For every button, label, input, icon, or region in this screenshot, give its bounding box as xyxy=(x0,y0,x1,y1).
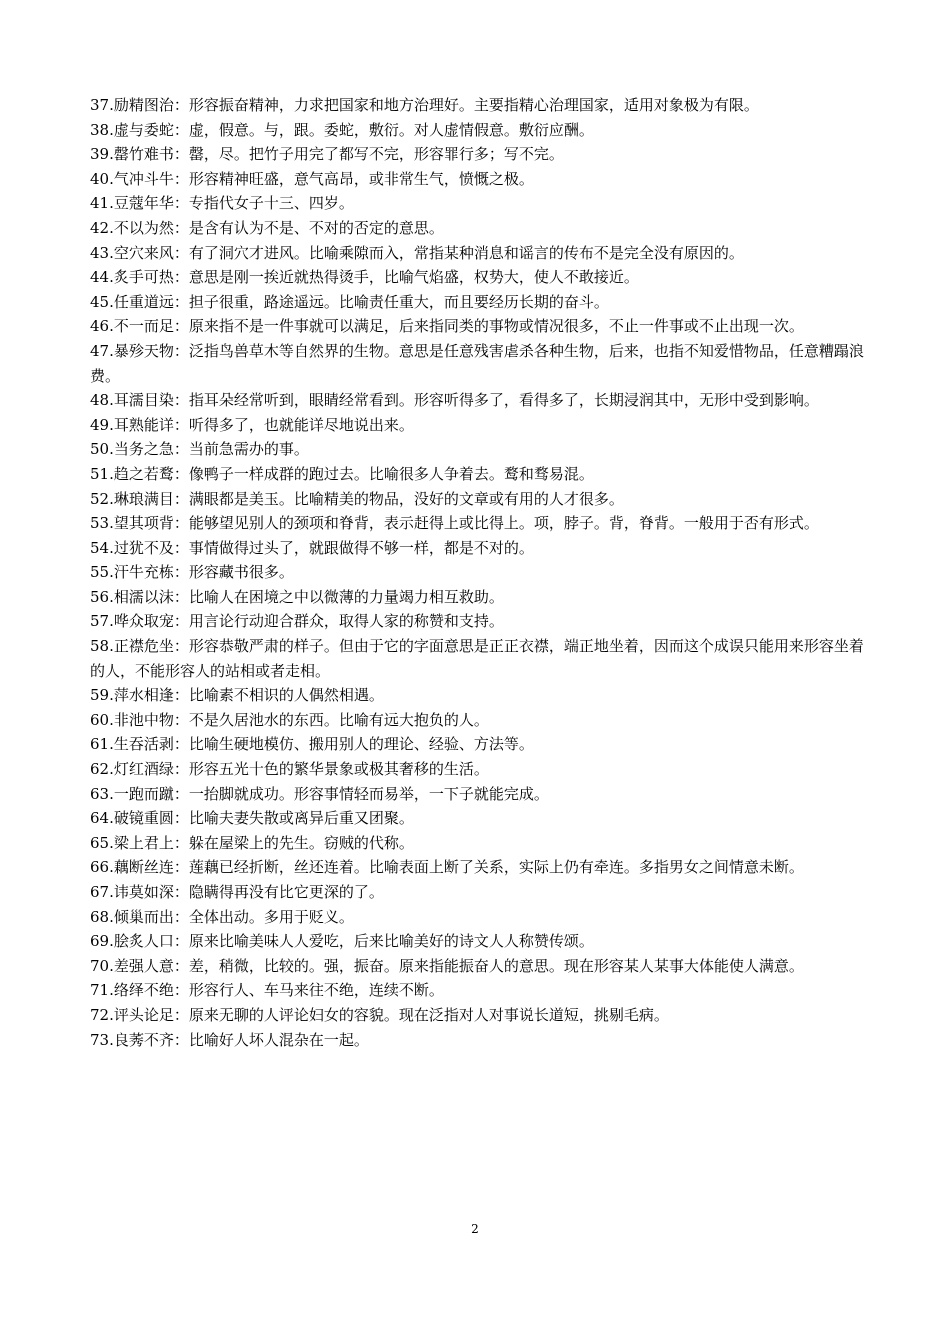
idiom-entry: 62.灯红酒绿：形容五光十色的繁华景象或极其奢移的生活。 xyxy=(90,760,489,779)
idiom-entry: 67.讳莫如深：隐瞒得再没有比它更深的了。 xyxy=(90,883,384,901)
idiom-entry: 49.耳熟能详：听得多了，也就能详尽地说出来。 xyxy=(90,415,414,434)
idiom-entry: 37.励精图治：形容振奋精神，力求把国家和地方治理好。主要指精心治理国家，适用对象极为有限。 xyxy=(90,96,759,114)
idiom-entry: 72.评头论足：原来无聊的人评论妇女的容貌。现在泛指对人对事说长道短，挑剔毛病。 xyxy=(90,1005,669,1024)
idiom-entry: 50.当务之急：当前急需办的事。 xyxy=(90,440,309,459)
idiom-list xyxy=(90,93,865,1052)
idiom-entry: 58.正襟危坐：形容恭敬严肃的样子。但由于它的字面意思是正正衣襟，端正地坐着，因而这个成误只能用来形容坐着的人，不能形容人的站相或者走相。 xyxy=(90,637,864,680)
idiom-entry: 55.汗牛充栋：形容藏书很多。 xyxy=(90,563,294,582)
idiom-entry: 43.空穴来风：有了洞穴才进风。比喻乘隙而入，常指某种消息和谣言的传布不是完全没有原因的。 xyxy=(90,243,744,262)
idiom-entry: 69.脍炙人口：原来比喻美味人人爱吃，后来比喻美好的诗文人人称赞传颂。 xyxy=(90,932,594,951)
idiom-entry: 60.非池中物：不是久居池水的东西。比喻有远大抱负的人。 xyxy=(90,710,489,729)
idiom-entry: 48.耳濡目染：指耳朵经常听到，眼睛经常看到。形容听得多了，看得多了，长期浸润其中，无形中受到影响。 xyxy=(90,391,819,410)
idiom-entry: 41.豆蔻年华：专指代女子十三、四岁。 xyxy=(90,194,354,213)
idiom-entry: 40.气冲斗牛：形容精神旺盛，意气高昂，或非常生气，愤慨之极。 xyxy=(90,169,534,188)
idiom-entry: 66.藕断丝连：莲藕已经折断，丝还连着。比喻表面上断了关系，实际上仍有牵连。多指男女之间情意未断。 xyxy=(90,858,804,877)
idiom-entry: 61.生吞活剥：比喻生硬地模仿、搬用别人的理论、经验、方法等。 xyxy=(90,735,534,754)
idiom-entry: 64.破镜重圆：比喻夫妻失散或离异后重又团聚。 xyxy=(90,809,414,828)
idiom-entry: 65.梁上君上：躲在屋梁上的先生。窃贼的代称。 xyxy=(90,833,414,852)
idiom-entry: 59.萍水相逢：比喻素不相识的人偶然相遇。 xyxy=(90,686,384,705)
idiom-entry: 45.任重道远：担子很重，路途遥远。比喻责任重大，而且要经历长期的奋斗。 xyxy=(90,292,609,311)
idiom-entry: 70.差强人意：差，稍微，比较的。强，振奋。原来指能振奋人的意思。现在形容某人某事大体能使人满意。 xyxy=(90,956,804,975)
idiom-entry: 68.倾巢而出：全体出动。多用于贬义。 xyxy=(90,907,354,926)
idiom-entry: 51.趋之若鹜：像鸭子一样成群的跑过去。比喻很多人争着去。鹜和骛易混。 xyxy=(90,464,594,483)
idiom-entry: 54.过犹不及：事情做得过头了，就跟做得不够一样，都是不对的。 xyxy=(90,538,534,557)
idiom-entry: 52.琳琅满目：满眼都是美玉。比喻精美的物品，没好的文章或有用的人才很多。 xyxy=(90,489,624,508)
idiom-entry: 53.望其项背：能够望见别人的颈项和脊背，表示赶得上或比得上。项，脖子。背，脊背。一般用于否有形式。 xyxy=(90,514,819,533)
idiom-entry: 42.不以为然：是含有认为不是、不对的否定的意思。 xyxy=(90,218,444,237)
page-number: 2 xyxy=(471,1222,479,1236)
idiom-entry: 73.良莠不齐：比喻好人坏人混杂在一起。 xyxy=(90,1030,369,1049)
idiom-entry: 47.暴殄天物：泛指鸟兽草木等自然界的生物。意思是任意残害虐杀各种生物，后来，也指不知爱惜物品，任意糟蹋浪费。 xyxy=(90,341,864,385)
idiom-entry: 63.一跑而蹴：一抬脚就成功。形容事情轻而易举，一下子就能完成。 xyxy=(90,784,549,803)
idiom-entry: 56.相濡以沫：比喻人在困境之中以微薄的力量竭力相互救助。 xyxy=(90,587,504,606)
idiom-entry: 46.不一而足：原来指不是一件事就可以满足，后来指同类的事物或情况很多，不止一件事或不止出现一次。 xyxy=(90,317,804,336)
idiom-entry: 44.炙手可热：意思是刚一挨近就热得烫手，比喻气焰盛，权势大，使人不敢接近。 xyxy=(90,268,639,287)
idiom-entry: 57.哗众取宠：用言论行动迎合群众，取得人家的称赞和支持。 xyxy=(90,612,504,631)
idiom-entry: 71.络绎不绝：形容行人、车马来往不绝，连续不断。 xyxy=(90,981,444,1000)
idiom-entry: 39.罄竹难书：罄，尽。把竹子用完了都写不完，形容罪行多；写不完。 xyxy=(90,145,564,164)
idiom-entry: 38.虚与委蛇：虚，假意。与，跟。委蛇，敷衍。对人虚情假意。敷衍应酬。 xyxy=(90,120,594,139)
